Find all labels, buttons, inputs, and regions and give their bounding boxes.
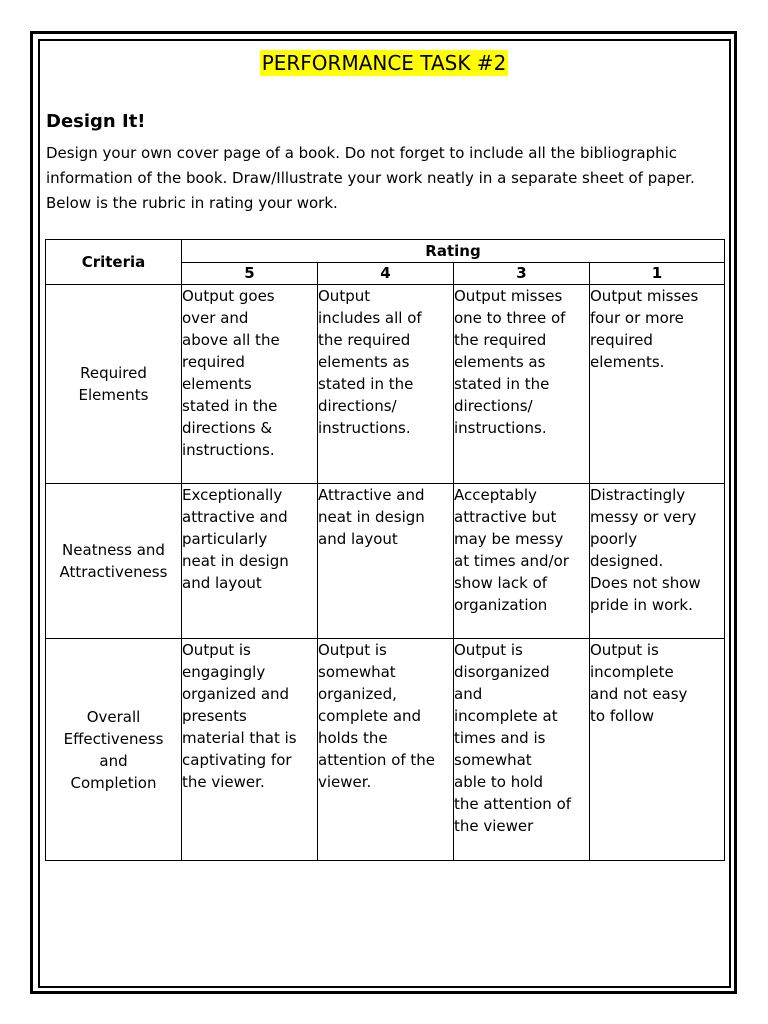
table-row [46, 285, 725, 484]
instructions-line: information of the book. Draw/Illustrate your work neatly in a separate sheet of paper. [46, 169, 695, 187]
rating-cell: Output is somewhat organized, complete and holds the attention of the viewer. [318, 639, 454, 861]
rating-cell: Output misses one to three of the required elements as stated in the directions/ instructions. [454, 285, 590, 484]
instructions-line: Design your own cover page of a book. Do not forget to include all the bibliographic [46, 144, 678, 162]
rating-cell: Attractive and neat in design and layout [318, 484, 454, 639]
table-row [46, 484, 725, 639]
rating-header: Rating [182, 240, 725, 263]
instructions-line: Below is the rubric in rating your work. [46, 194, 338, 212]
page-title: PERFORMANCE TASK #2 [261, 51, 507, 75]
rating-cell: Output includes all of the required elements as stated in the directions/ instructions. [318, 285, 454, 484]
score-header-5: 5 [182, 263, 318, 285]
section-heading: Design It! [46, 111, 146, 132]
rating-cell: Output is incomplete and not easy to follow [590, 639, 725, 861]
rating-cell: Output is disorganized and incomplete at times and is somewhat able to hold the attention of the viewer [454, 639, 590, 861]
score-header-4: 4 [318, 263, 454, 285]
rating-cell: Output goes over and above all the required elements stated in the directions & instructions. [182, 285, 318, 484]
instructions-paragraph [46, 141, 695, 216]
rating-cell: Acceptably attractive but may be messy at times and/or show lack of organization [454, 484, 590, 639]
criteria-cell-required-elements: Required Elements [46, 285, 182, 484]
rating-cell: Output misses four or more required elements. [590, 285, 725, 484]
rubric-table [45, 239, 725, 861]
rating-cell: Exceptionally attractive and particularly neat in design and layout [182, 484, 318, 639]
criteria-cell-overall: Overall Effectiveness and Completion [46, 639, 182, 861]
rating-cell: Output is engagingly organized and presents material that is captivating for the viewer. [182, 639, 318, 861]
title-container [0, 50, 768, 76]
score-header-1: 1 [590, 263, 725, 285]
criteria-cell-neatness: Neatness and Attractiveness [46, 484, 182, 639]
criteria-header: Criteria [46, 240, 182, 285]
table-row [46, 639, 725, 861]
rating-cell: Distractingly messy or very poorly designed. Does not show pride in work. [590, 484, 725, 639]
score-header-3: 3 [454, 263, 590, 285]
